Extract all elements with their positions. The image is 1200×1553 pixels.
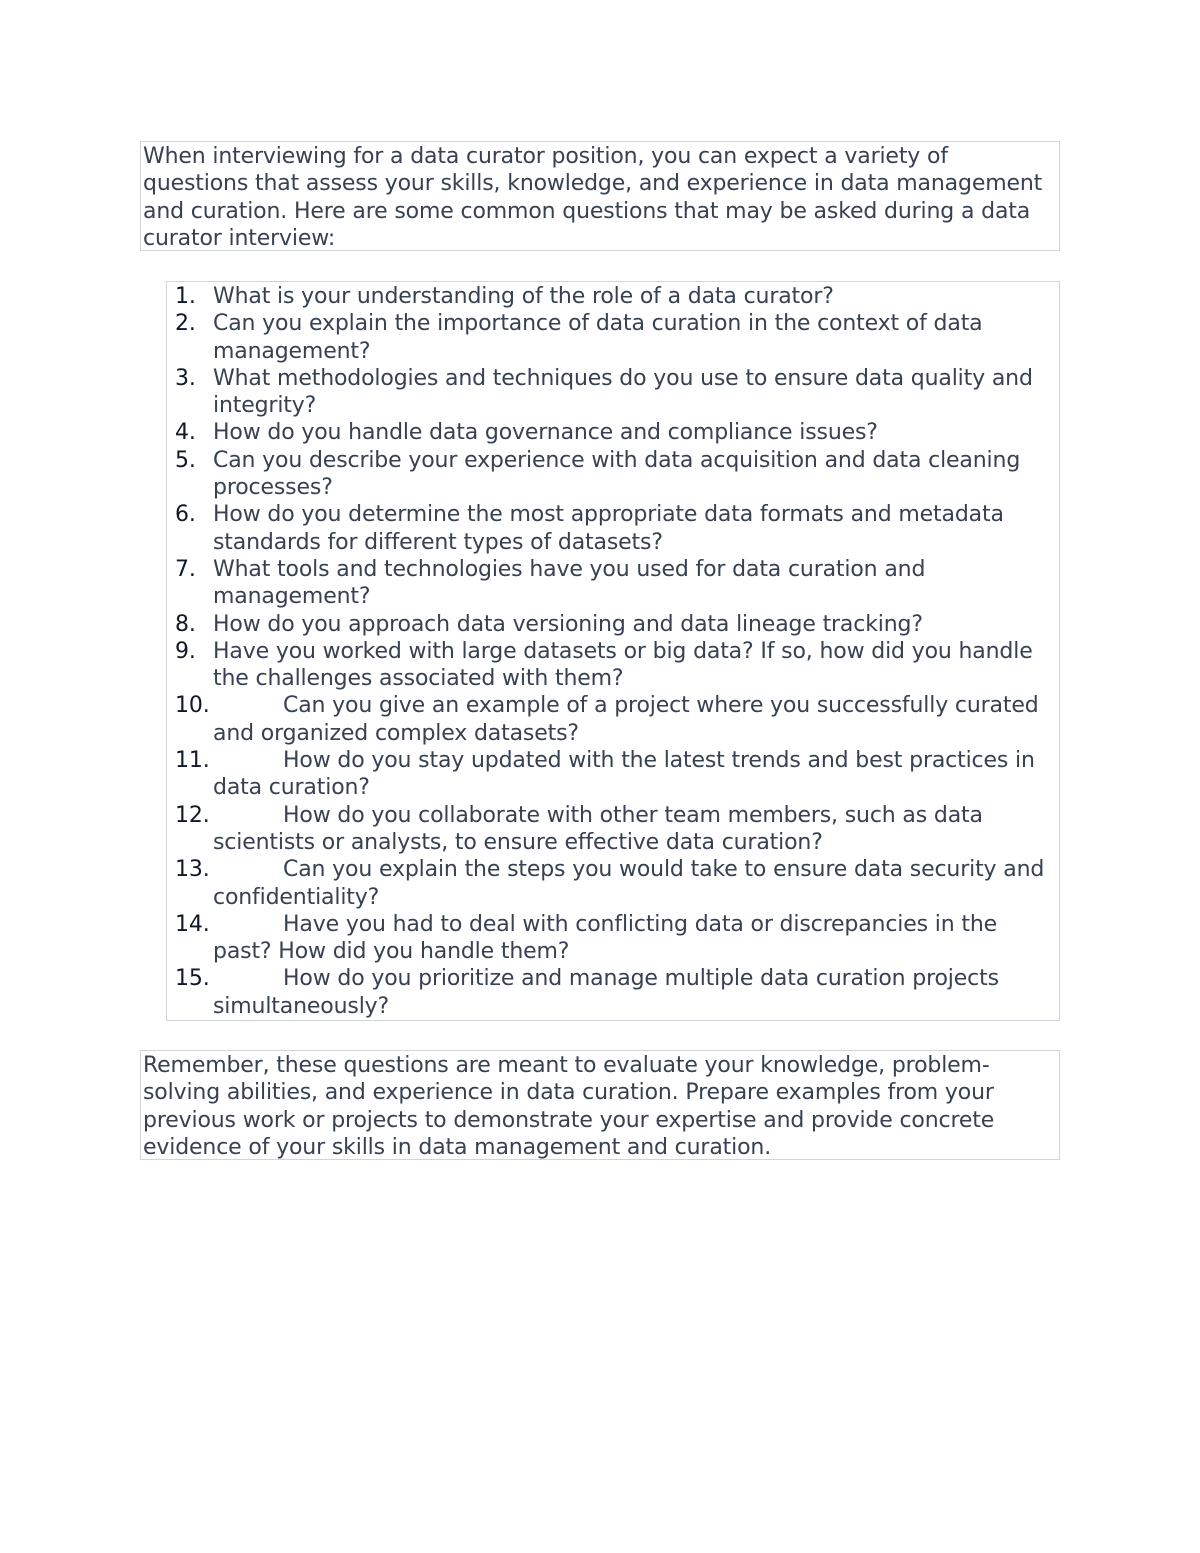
question-number: 6. — [175, 502, 196, 528]
question-text-wrap — [167, 692, 1059, 747]
question-text-wrap — [167, 965, 1059, 1020]
question-item — [167, 856, 1059, 911]
question-text-wrap — [167, 802, 1059, 857]
question-text: What tools and technologies have you used for data curation and management? — [213, 556, 926, 610]
question-number: 15. — [175, 966, 210, 992]
question-item — [167, 556, 1059, 611]
question-item — [167, 310, 1059, 365]
closing-paragraph: Remember, these questions are meant to evaluate your knowledge, problem-solving abilities, and experience in data curation. Prepare examples from your previous work or projects to demonstrate your expertise and provide concrete evidence of your skills in data management and curation. — [143, 1053, 995, 1160]
question-number: 8. — [175, 611, 196, 637]
question-item — [167, 501, 1059, 556]
question-item — [167, 419, 1059, 446]
closing-box — [140, 1050, 1060, 1160]
question-text-wrap — [167, 856, 1059, 911]
question-text-wrap — [167, 911, 1059, 966]
question-item — [167, 365, 1059, 420]
question-text: How do you collaborate with other team members, such as data scientists or analysts, to ensure effective data curation? — [213, 802, 983, 855]
question-number: 3. — [175, 365, 196, 391]
question-text: How do you handle data governance and compliance issues? — [213, 420, 878, 446]
question-text: How do you prioritize and manage multiple data curation projects simultaneously? — [213, 966, 999, 1019]
questions-box — [166, 281, 1060, 1021]
question-item — [167, 283, 1059, 310]
questions-list — [167, 282, 1059, 1020]
question-number: 7. — [175, 556, 196, 582]
question-number: 9. — [175, 638, 196, 664]
question-item — [167, 692, 1059, 747]
question-text: How do you stay updated with the latest trends and best practices in data curation? — [213, 748, 1035, 801]
question-text: Have you worked with large datasets or big data? If so, how did you handle the challenges associated with them? — [213, 638, 1033, 692]
question-text-wrap — [167, 747, 1059, 802]
question-text: Can you explain the importance of data curation in the context of data management? — [213, 311, 983, 364]
intro-box — [140, 141, 1060, 251]
question-text: What is your understanding of the role of a data curator? — [213, 284, 834, 309]
question-item — [167, 965, 1059, 1020]
question-number: 14. — [175, 911, 210, 937]
question-number: 1. — [175, 284, 196, 309]
intro-paragraph: When interviewing for a data curator position, you can expect a variety of questions that assess your skills, knowledge, and experience in data management and curation. Here are some common questions that may be asked during a data curator interview: — [143, 144, 1043, 251]
question-number: 5. — [175, 447, 196, 473]
question-text: How do you approach data versioning and data lineage tracking? — [213, 611, 923, 637]
question-text: Have you had to deal with conflicting data or discrepancies in the past? How did you handle them? — [213, 911, 998, 965]
question-number: 10. — [175, 693, 210, 719]
question-item — [167, 447, 1059, 502]
question-number: 4. — [175, 420, 196, 446]
question-number: 11. — [175, 748, 210, 774]
question-text: Can you give an example of a project where you successfully curated and organized complex datasets? — [213, 693, 1039, 746]
question-item — [167, 911, 1059, 966]
question-number: 12. — [175, 802, 210, 828]
question-item — [167, 611, 1059, 638]
question-number: 2. — [175, 311, 196, 337]
question-text: Can you explain the steps you would take to ensure data security and confidentiality? — [213, 857, 1045, 910]
question-item — [167, 802, 1059, 857]
question-text: Can you describe your experience with data acquisition and data cleaning processes? — [213, 447, 1021, 501]
question-text: What methodologies and techniques do you use to ensure data quality and integrity? — [213, 365, 1033, 419]
question-item — [167, 747, 1059, 802]
question-number: 13. — [175, 857, 210, 883]
question-text: How do you determine the most appropriate data formats and metadata standards for different types of datasets? — [213, 502, 1004, 555]
question-item — [167, 638, 1059, 693]
